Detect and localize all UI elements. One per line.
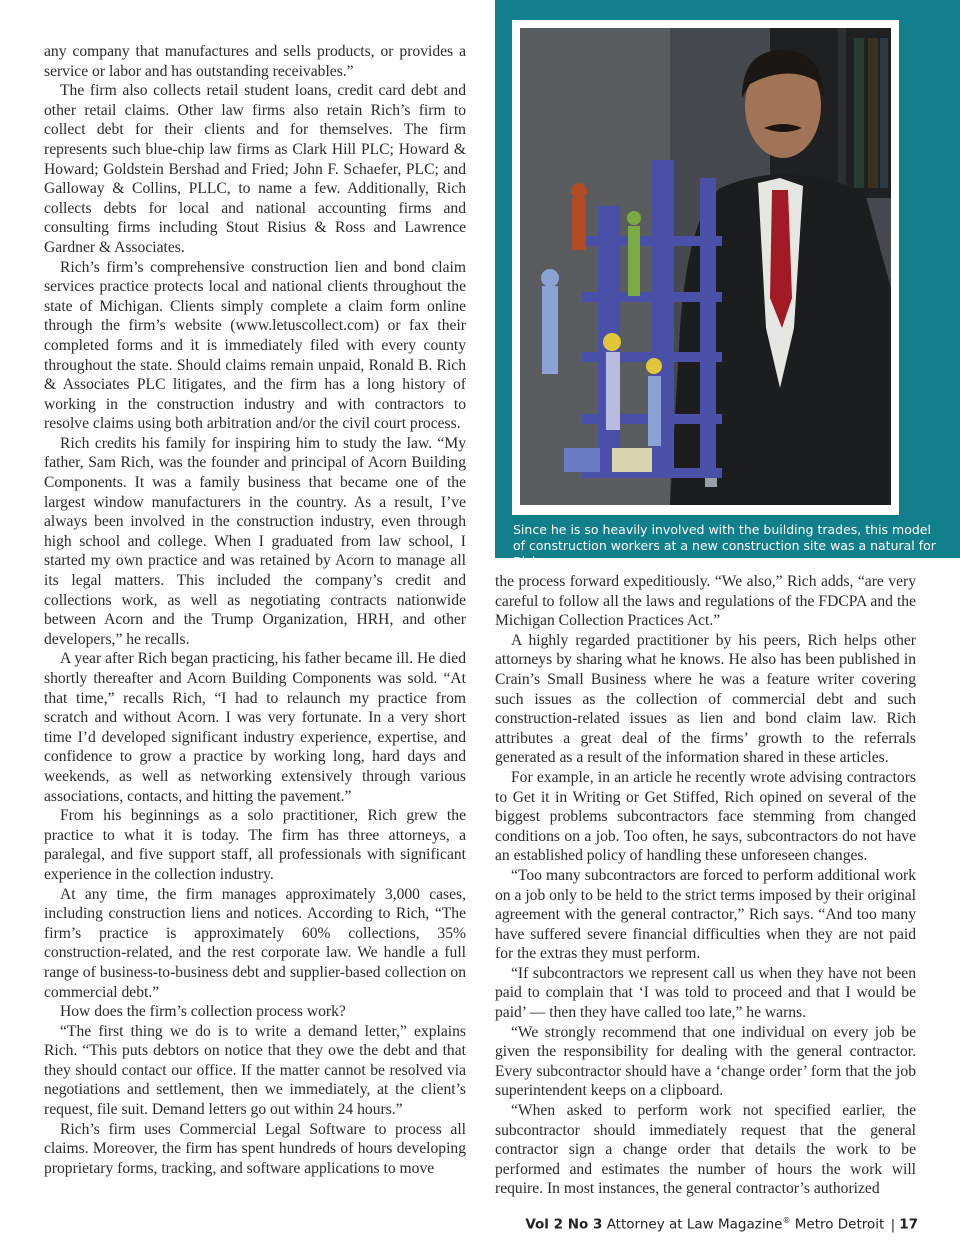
paragraph: A year after Rich began practicing, his father became ill. He died shortly thereafter and Acorn Building Components was sold. “At that time,” recalls Rich, “I had to relaunch my practice from scratch and without Acorn. I was very fortunate. In a very short time I’d developed significant industry experience, expertise, and confidence to grow a practice by working long, hard days and weekends, as well as networking extensively through various associations, contacts, and hitting the pavement.” [44, 650, 466, 805]
photo-caption: Since he is so heavily involved with the building trades, this model of construction workers at a new construction site was a natural for Rich. [513, 522, 936, 569]
paragraph: At any time, the firm manages approximately 3,000 cases, including construction liens and notices. According to Rich, “The firm’s practice is approximately 60% collections, 35% construction-related, and the rest corporate law. We handle a full range of business-to-business debt and supplier-based collection on commercial debt.” [44, 885, 466, 1001]
paragraph: Rich’s firm’s comprehensive construction lien and bond claim services practice protects local and national clients throughout the state of Michigan. Clients simply complete a claim form online through the firm’s website (www.letuscollect.com) or fax their completed forms and it is immediately filed with every county throughout the state. Should claims remain unpaid, Ronald B. Rich & Associates PLC litigates, and the firm has a long history of working in the construction industry and with contractors to resolve claims using both arbitration and/or the civil court process. [44, 258, 466, 433]
paragraph: “If subcontractors we represent call us when they have not been paid to complain that ‘I was told to proceed and that I would be paid’ — then they have called too late,” he warns. [495, 964, 916, 1022]
paragraph: How does the firm’s collection process work? [60, 1003, 346, 1021]
paragraph: any company that manufactures and sells products, or provides a service or labor and has outstanding receivables.” [44, 43, 466, 80]
portrait-photo [520, 28, 891, 505]
page-number: 17 [899, 1216, 918, 1233]
issue-number: Vol 2 No 3 [525, 1216, 603, 1233]
article-column-right [495, 572, 916, 1199]
magazine-name: Attorney at Law Magazine [606, 1216, 783, 1233]
paragraph: “Too many subcontractors are forced to perform additional work on a job only to be held to the strict terms imposed by their original agreement with the general contractor,” Rich says. “And too many have suffered severe financial difficulties when they are not paid for the extras they must perform. [495, 866, 916, 963]
page-footer [525, 1216, 918, 1233]
paragraph: the process forward expeditiously. “We also,” Rich adds, “are very careful to follow all the laws and regulations of the FDCPA and the Michigan Collection Practices Act.” [495, 573, 916, 630]
paragraph: Rich credits his family for inspiring him to study the law. “My father, Sam Rich, was the founder and principal of Acorn Building Components. It was a family business that became one of the largest window manufacturers in the country. As a result, I’ve always been involved in the construction industry, even through high school and college. When I graduated from law school, I started my own practice and was retained by Acorn to manage all its legal matters. This included the company’s credit and collections work, as well as negotiating contracts nationwide between Acorn and the Trump Organization, HRH, and other developers,” he recalls. [44, 434, 466, 648]
paragraph: “When asked to perform work not specified earlier, the subcontractor should immediately request that the general contractor sign a change order that details the work to be performed and estimates the number of hours the work will require. In most instances, the general contractor’s authorized [495, 1102, 916, 1198]
paragraph: The firm also collects retail student loans, credit card debt and other retail claims. Other law firms also retain Rich’s firm to collect debt for their clients and for themselves. The firm represents such blue-chip law firms as Clark Hill PLC; Howard & Howard; Goldstein Bershad and Fried; John F. Schaefer, PLC; and Galloway & Collins, PLLC, to name a few. Additionally, Rich collects debts for local and national accounting firms and consulting firms including Stout Risius & Ross and Lawrence Gardner & Associates. [44, 82, 466, 256]
photo-frame [512, 20, 899, 515]
paragraph: From his beginnings as a solo practitioner, Rich grew the practice to what it is today. The firm has three attorneys, a paralegal, and five support staff, all professionals with significant experience in the collection industry. [44, 807, 466, 883]
photo-illustration [520, 28, 891, 505]
article-column-left [44, 42, 466, 1178]
photo-panel [495, 0, 960, 569]
footer-separator: | [890, 1216, 896, 1233]
paragraph: For example, in an article he recently wrote advising contractors to Get it in Writing or Get Stiffed, Rich opined on several of the biggest problems subcontractors face stemming from changed conditions on a job. Too often, he says, subcontractors do not have an established policy of handling these unforeseen changes. [495, 768, 916, 865]
paragraph: A highly regarded practitioner by his peers, Rich helps other attorneys by sharing what he knows. He also has been published in Crain’s Small Business where he was a feature writer covering such issues as the collection of commercial debt and such construction-related issues as lien and bond claim law. Rich attributes a great deal of the firms’ growth to the referrals generated as a result of the information shared in these articles. [495, 631, 916, 767]
edition-name: Metro Detroit [794, 1216, 885, 1233]
registered-mark: ® [782, 1216, 791, 1225]
paragraph: “The first thing we do is to write a demand letter,” explains Rich. “This puts debtors on notice that they owe the debt and that they should contact our office. If the matter cannot be resolved via negotiations and settlement, then we immediately, at the client’s request, file suit. Demand letters go out within 24 hours.” [44, 1022, 466, 1119]
paragraph: Rich’s firm uses Commercial Legal Software to process all claims. Moreover, the firm has spent hundreds of hours developing proprietary forms, tracking, and software applications to move [44, 1120, 466, 1177]
paragraph: “We strongly recommend that one individual on every job be given the responsibility for dealing with the general contractor. Every subcontractor should have a ‘change order’ form that the job superintendent keeps on a clipboard. [495, 1023, 916, 1100]
